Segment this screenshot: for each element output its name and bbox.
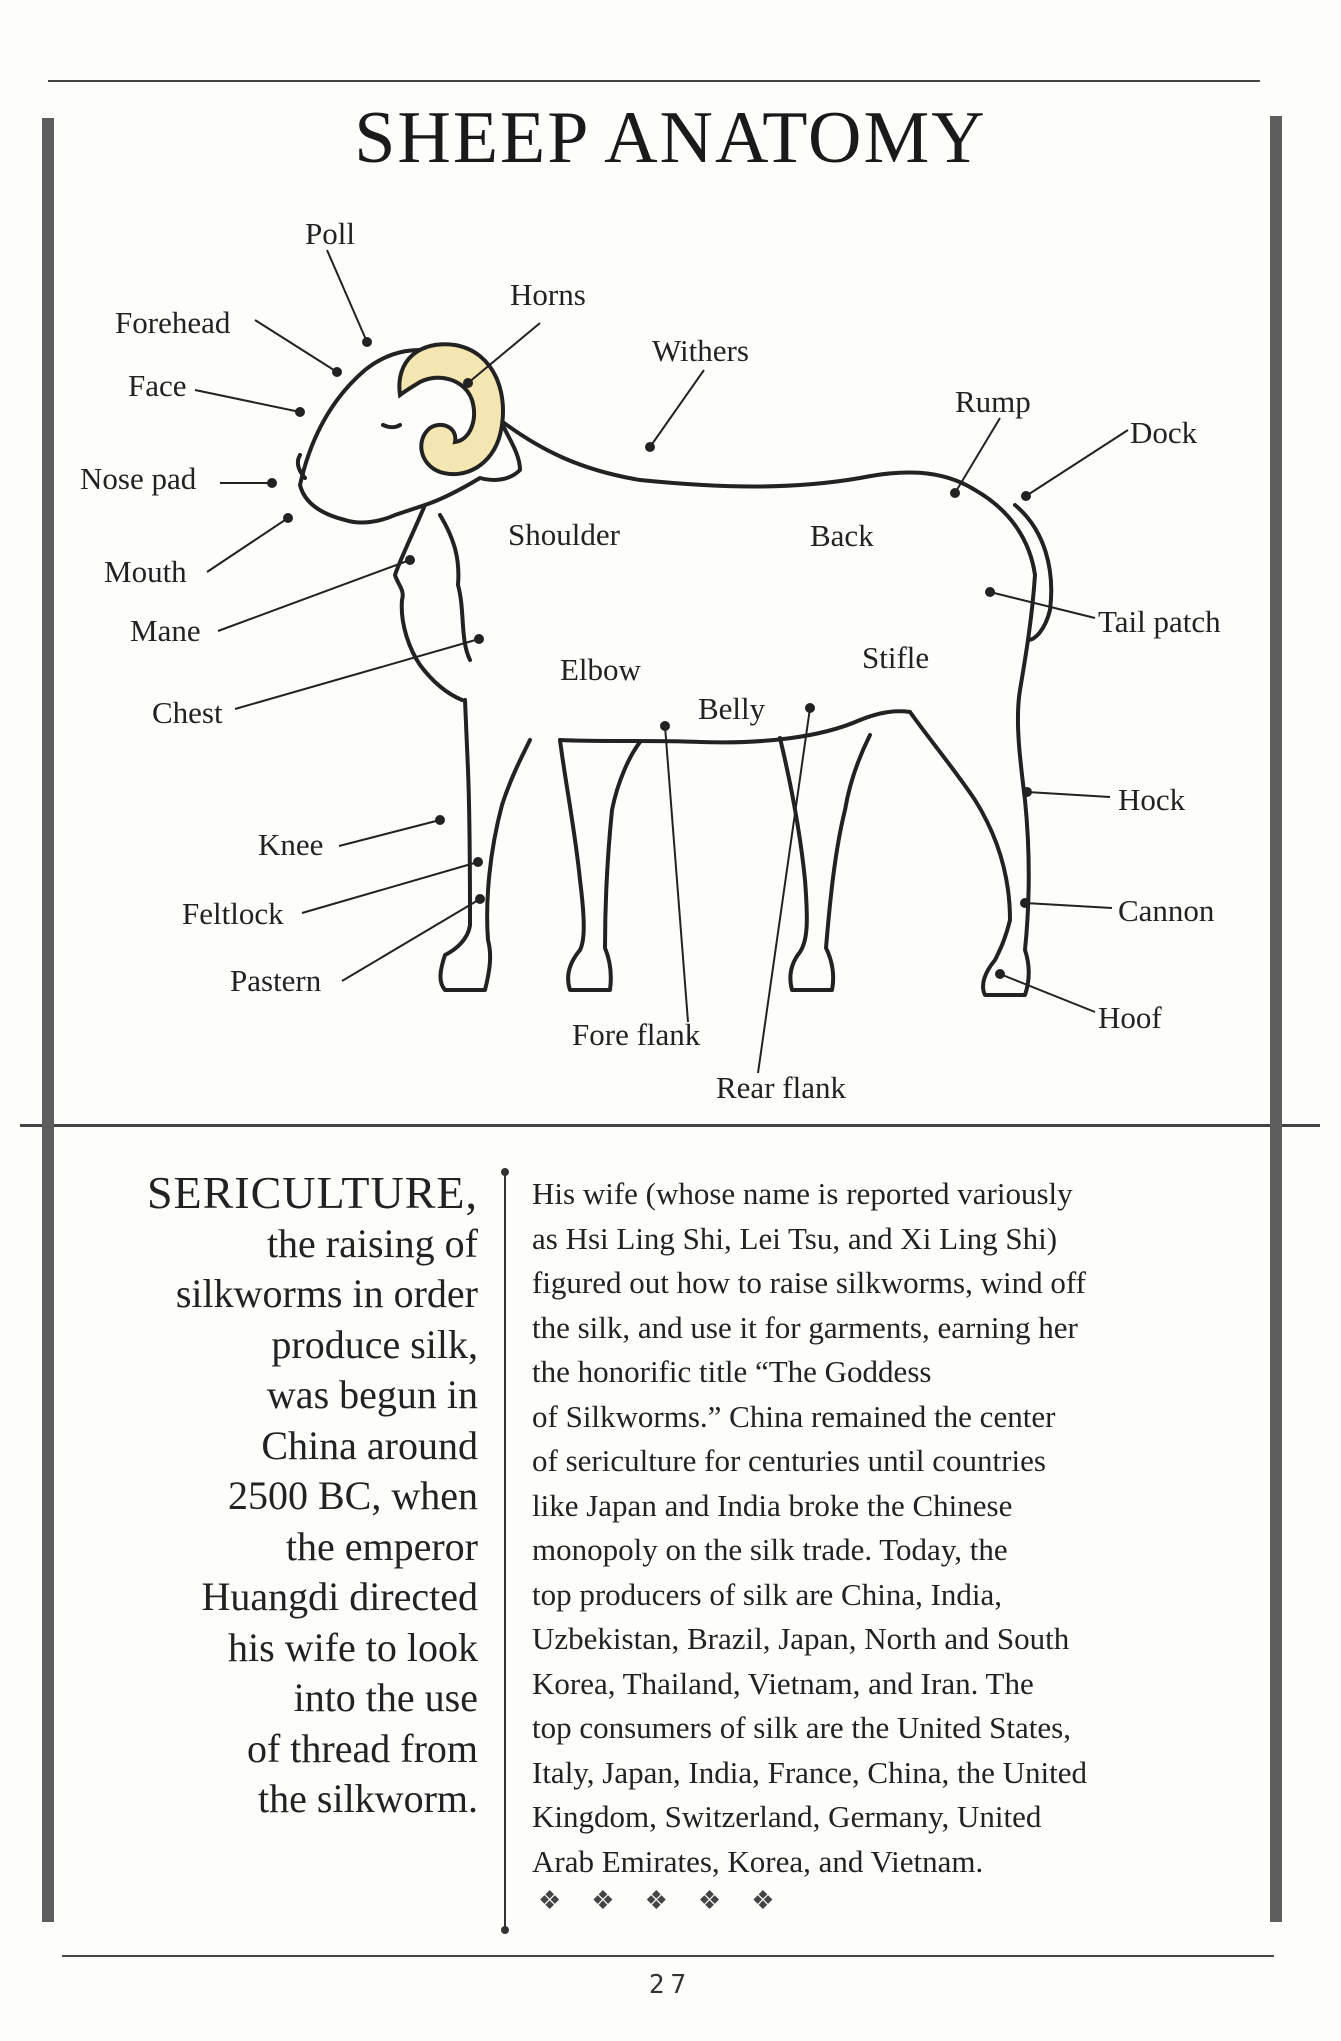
body-line: Korea, Thailand, Vietnam, and Iran. The xyxy=(532,1665,1034,1701)
callout-line: the raising of xyxy=(266,1220,478,1266)
body-line: Uzbekistan, Brazil, Japan, North and South xyxy=(532,1621,1070,1656)
label-mane: Mane xyxy=(130,613,201,648)
horn-shape xyxy=(399,344,503,474)
body-line: top producers of silk are China, India, xyxy=(532,1576,1003,1612)
label-hoof: Hoof xyxy=(1098,1000,1162,1035)
label-stifle: Stifle xyxy=(862,640,930,675)
bottom-rule xyxy=(62,1955,1274,1957)
callout-line: of thread from xyxy=(246,1725,478,1771)
label-withers: Withers xyxy=(652,333,749,368)
page-title: SHEEP ANATOMY xyxy=(354,97,987,179)
label-back: Back xyxy=(810,518,874,553)
callout-line: silkworms in order xyxy=(175,1271,478,1316)
label-pastern: Pastern xyxy=(230,963,322,998)
label-forehead: Forehead xyxy=(115,305,231,340)
body-line: of sericulture for centuries until countries xyxy=(532,1443,1046,1478)
divider-bottom-dot xyxy=(501,1926,509,1934)
body-line: the honorific title “The Goddess xyxy=(532,1354,932,1389)
body-line: Arab Emirates, Korea, and Vietnam. xyxy=(532,1843,984,1879)
label-horns: Horns xyxy=(510,277,586,312)
column-divider xyxy=(504,1172,506,1930)
callout-line: the silkworm. xyxy=(258,1776,478,1821)
label-hock: Hock xyxy=(1118,782,1186,817)
label-mouth: Mouth xyxy=(104,554,187,589)
label-rump: Rump xyxy=(955,384,1031,419)
label-shoulder: Shoulder xyxy=(508,517,620,552)
label-fore-flank: Fore flank xyxy=(572,1017,701,1052)
body-line: Kingdom, Switzerland, Germany, United xyxy=(532,1799,1042,1834)
callout-line: 2500 BC, when xyxy=(228,1473,478,1518)
page-number: 27 xyxy=(648,1970,693,2000)
callout-line: the emperor xyxy=(285,1523,478,1569)
label-cannon: Cannon xyxy=(1118,893,1215,928)
label-face: Face xyxy=(128,368,187,403)
label-rear-flank: Rear flank xyxy=(716,1070,846,1105)
label-belly: Belly xyxy=(698,691,766,726)
body-line: of Silkworms.” China remained the center xyxy=(532,1398,1056,1434)
label-elbow: Elbow xyxy=(560,652,641,687)
label-knee: Knee xyxy=(258,827,324,862)
callout-line: into the use xyxy=(293,1675,478,1720)
body-line: figured out how to raise silkworms, wind off xyxy=(532,1265,1086,1300)
body-line: top consumers of silk are the United States, xyxy=(532,1710,1071,1745)
label-dock: Dock xyxy=(1130,415,1198,450)
body-line: the silk, and use it for garments, earning her xyxy=(532,1309,1078,1345)
sheep-illustration xyxy=(298,350,1051,995)
callout-line: was begun in xyxy=(266,1372,478,1417)
body-line: His wife (whose name is reported variously xyxy=(532,1176,1073,1211)
label-tail-patch: Tail patch xyxy=(1098,604,1221,639)
callout-line: produce silk, xyxy=(271,1321,478,1367)
label-chest: Chest xyxy=(152,695,223,730)
middle-rule xyxy=(20,1124,1320,1127)
callout-line: China around xyxy=(261,1422,478,1468)
body-paragraph xyxy=(532,1172,1212,1884)
callout-line: Huangdi directed xyxy=(201,1574,478,1619)
ornament-row: ❖❖❖❖❖ xyxy=(538,1886,805,1915)
label-nose-pad: Nose pad xyxy=(80,461,197,496)
callout-line: SERICULTURE, xyxy=(146,1167,478,1218)
body-line: monopoly on the silk trade. Today, the xyxy=(532,1532,1008,1567)
divider-top-dot xyxy=(501,1168,509,1176)
label-poll: Poll xyxy=(305,216,355,251)
body-line: Italy, Japan, India, France, China, the United xyxy=(532,1754,1087,1790)
body-line: like Japan and India broke the Chinese xyxy=(532,1487,1013,1523)
label-feltlock: Feltlock xyxy=(182,896,284,931)
callout-line: his wife to look xyxy=(228,1624,478,1670)
sericulture-callout xyxy=(110,1168,478,1825)
body-line: as Hsi Ling Shi, Lei Tsu, and Xi Ling Shi) xyxy=(532,1220,1058,1256)
